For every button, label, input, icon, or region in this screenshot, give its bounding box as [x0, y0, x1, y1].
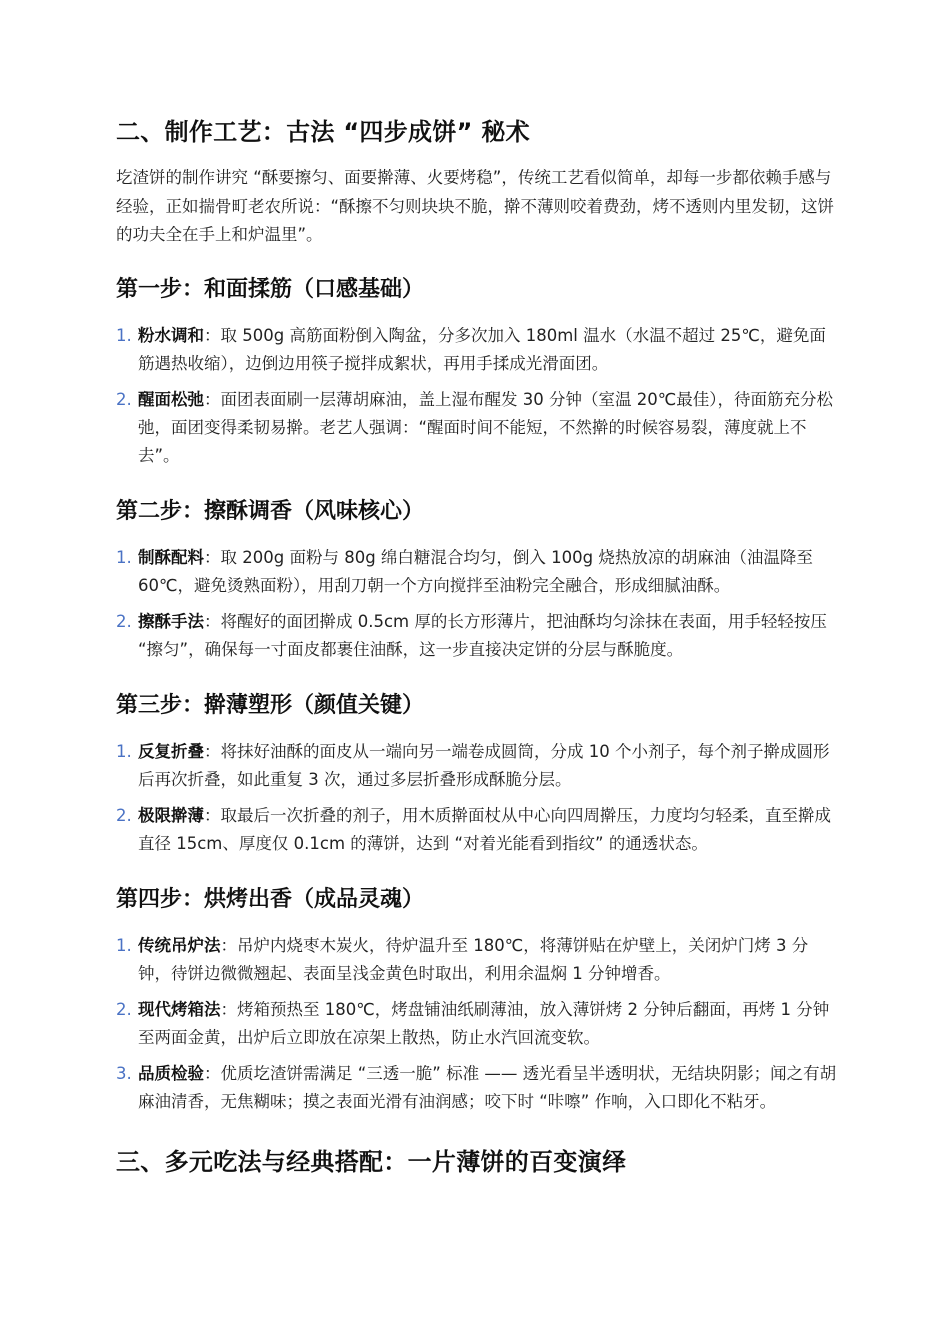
list-item — [116, 738, 838, 794]
list-text: ：面团表面刷一层薄胡麻油，盖上湿布醒发 30 分钟（室温 20℃最佳），待面筋充分松弛，面团变得柔韧易擀。老艺人强调：“醒面时间不能短，不然擀的时候容易裂，薄度就上不去”。 — [138, 389, 834, 465]
list-term: 粉水调和 — [138, 325, 204, 345]
list-text: ：取 200g 面粉与 80g 绵白糖混合均匀，倒入 100g 烧热放凉的胡麻油（油温降至 60℃，避免烫熟面粉），用刮刀朝一个方向搅拌至油粉完全融合，形成细腻油酥。 — [138, 547, 813, 595]
list-term: 擦酥手法 — [138, 611, 204, 631]
list-term: 醒面松弛 — [138, 389, 204, 409]
list-number: 2. — [116, 389, 132, 409]
list-number: 3. — [116, 1063, 132, 1083]
list-text: ：烤箱预热至 180℃，烤盘铺油纸刷薄油，放入薄饼烤 2 分钟后翻面，再烤 1 分钟至两面金黄，出炉后立即放在凉架上散热，防止水汽回流变软。 — [138, 999, 830, 1047]
step-2-list — [116, 544, 838, 664]
list-number: 2. — [116, 805, 132, 825]
list-number: 2. — [116, 999, 132, 1019]
list-item — [116, 802, 838, 858]
list-item — [116, 932, 838, 988]
list-term: 传统吊炉法 — [138, 935, 221, 955]
list-item — [116, 386, 838, 470]
document-page — [116, 112, 838, 1182]
step-1-list — [116, 322, 838, 470]
list-item — [116, 322, 838, 378]
step-heading-3: 第三步：擀薄塑形（颜值关键） — [116, 692, 425, 718]
step-heading-1: 第一步：和面揉筋（口感基础） — [116, 276, 425, 302]
list-item — [116, 608, 838, 664]
list-number: 1. — [116, 741, 132, 761]
list-text: ：吊炉内烧枣木炭火，待炉温升至 180℃，将薄饼贴在炉壁上，关闭炉门烤 3 分钟，待饼边微微翘起、表面呈浅金黄色时取出，利用余温焖 1 分钟增香。 — [138, 935, 809, 983]
list-term: 反复折叠 — [138, 741, 204, 761]
section-intro-paragraph: 圪渣饼的制作讲究 “酥要擦匀、面要擀薄、火要烤稳”，传统工艺看似简单，却每一步都依赖手感与经验，正如揣骨町老农所说：“酥擦不匀则块块不脆，擀不薄则咬着费劲，烤不透则内里发韧，这饼的功夫全在手上和炉温里”。 — [116, 168, 835, 244]
list-text: ：取最后一次折叠的剂子，用木质擀面杖从中心向四周擀压，力度均匀轻柔，直至擀成直径 15cm、厚度仅 0.1cm 的薄饼，达到 “对着光能看到指纹” 的通透状态。 — [138, 805, 831, 853]
list-text: ：优质圪渣饼需满足 “三透一脆” 标准 —— 透光看呈半透明状，无结块阴影；闻之有胡麻油清香，无焦糊味；摸之表面光滑有油润感；咬下时 “咔嚓” 作响，入口即化不粘牙。 — [138, 1063, 837, 1111]
list-number: 1. — [116, 325, 132, 345]
list-term: 现代烤箱法 — [138, 999, 221, 1019]
step-heading-4: 第四步：烘烤出香（成品灵魂） — [116, 886, 425, 912]
list-text: ：取 500g 高筋面粉倒入陶盆，分多次加入 180ml 温水（水温不超过 25℃，避免面筋遇热收缩），边倒边用筷子搅拌成絮状，再用手揉成光滑面团。 — [138, 325, 826, 373]
list-text: ：将醒好的面团擀成 0.5cm 厚的长方形薄片，把油酥均匀涂抹在表面，用手轻轻按压 “擦匀”，确保每一寸面皮都裹住油酥，这一步直接决定饼的分层与酥脆度。 — [138, 611, 827, 659]
list-term: 制酥配料 — [138, 547, 204, 567]
list-term: 极限擀薄 — [138, 805, 204, 825]
list-term: 品质检验 — [138, 1063, 204, 1083]
step-4-list — [116, 932, 838, 1116]
list-item — [116, 996, 838, 1052]
step-heading-2: 第二步：擦酥调香（风味核心） — [116, 498, 425, 524]
section-heading-craft: 二、制作工艺：古法 “四步成饼” 秘术 — [116, 118, 530, 146]
list-item — [116, 1060, 838, 1116]
list-item — [116, 544, 838, 600]
section-heading-serving: 三、多元吃法与经典搭配：一片薄饼的百变演绎 — [116, 1147, 627, 1176]
list-number: 1. — [116, 547, 132, 567]
list-number: 2. — [116, 611, 132, 631]
list-text: ：将抹好油酥的面皮从一端向另一端卷成圆筒，分成 10 个小剂子，每个剂子擀成圆形后再次折叠，如此重复 3 次，通过多层折叠形成酥脆分层。 — [138, 741, 830, 789]
step-3-list — [116, 738, 838, 858]
list-number: 1. — [116, 935, 132, 955]
